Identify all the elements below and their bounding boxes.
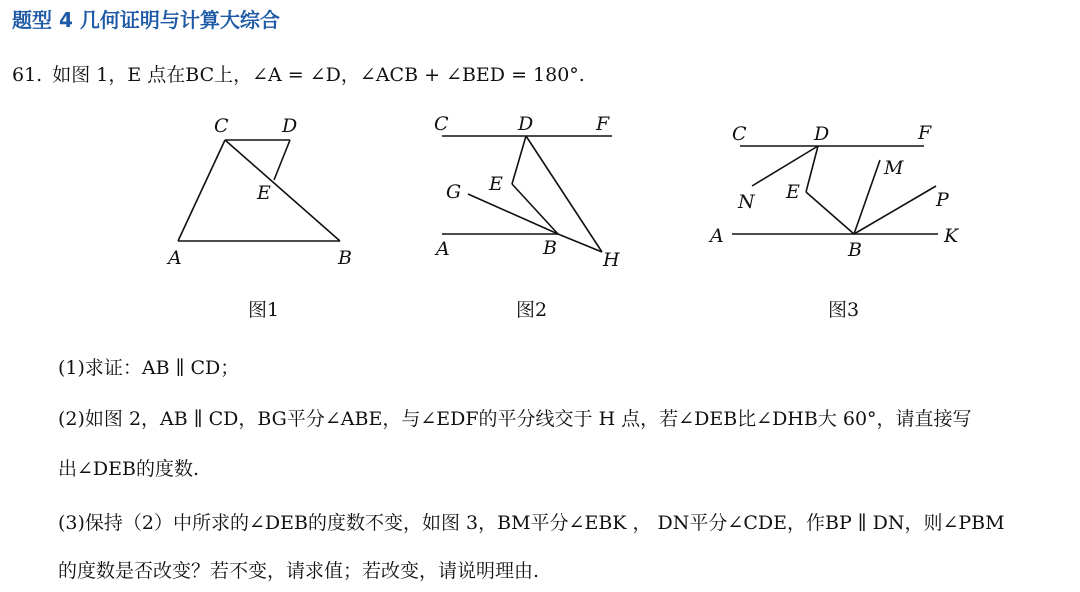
fig1-segment-de [274,140,290,180]
fig3-label-a: A [710,225,724,247]
fig1-caption: 图1 [248,299,280,321]
fig2-label-f: F [596,113,610,135]
part-2-line-1: (2)如图 2，AB ∥ CD，BG平分∠ABE，与∠EDF的平分线交于 H 点，若∠DEB比∠DHB大 60°，请直接写 [58,408,972,430]
fig1-label-d: D [282,115,298,137]
fig2-label-a: A [436,238,450,260]
fig2-caption: 图2 [516,299,548,321]
fig1-label-a: A [168,247,182,269]
fig1-label-e: E [257,182,271,204]
figure-3 [700,104,980,329]
fig3-label-f: F [918,122,932,144]
part-3-line-1: (3)保持（2）中所求的∠DEB的度数不变，如图 3，BM平分∠EBK ， DN平分∠CDE，作BP ∥ DN，则∠PBM [58,512,1005,534]
question-number: 61. [12,64,43,86]
fig3-segment-bm [854,160,880,234]
question-stem-line [12,60,585,87]
fig3-segment-bp [854,186,936,234]
fig3-caption: 图3 [828,299,860,321]
part-1: (1)求证：AB ∥ CD； [58,357,240,379]
figure-2 [430,104,650,329]
fig3-label-m: M [884,157,904,179]
fig3-label-e: E [786,181,800,203]
fig2-label-e: E [489,173,503,195]
section-header: 题型 4 几何证明与计算大综合 [12,8,280,32]
fig2-label-g: G [446,181,462,203]
fig3-label-b: B [848,239,862,261]
fig3-label-d: D [814,123,830,145]
fig3-label-c: C [732,123,747,145]
fig1-label-c: C [214,115,229,137]
fig1-segment-ca [178,140,225,241]
fig3-label-p: P [936,189,949,211]
fig3-segment-dn [752,146,818,186]
fig2-segment-de [512,136,526,184]
part-2-line-2: 出∠DEB的度数. [58,458,200,480]
fig2-label-d: D [518,113,534,135]
figures-row [0,104,1080,334]
question-stem: 如图 1，E 点在BC上，∠A = ∠D，∠ACB + ∠BED = 180°. [52,64,585,86]
fig2-segment-eb [512,184,558,234]
fig2-label-h: H [603,249,620,271]
fig1-label-b: B [338,247,352,269]
fig2-segment-gb [468,194,558,234]
fig3-label-n: N [738,191,755,213]
part-3-line-2: 的度数是否改变？若不变，请求值；若改变，请说明理由. [58,560,540,582]
fig3-label-k: K [944,225,959,247]
fig2-label-c: C [434,113,449,135]
fig1-segment-cb [225,140,340,241]
fig3-segment-eb [806,192,854,234]
fig2-label-b: B [543,237,557,259]
figure-1 [160,104,380,329]
